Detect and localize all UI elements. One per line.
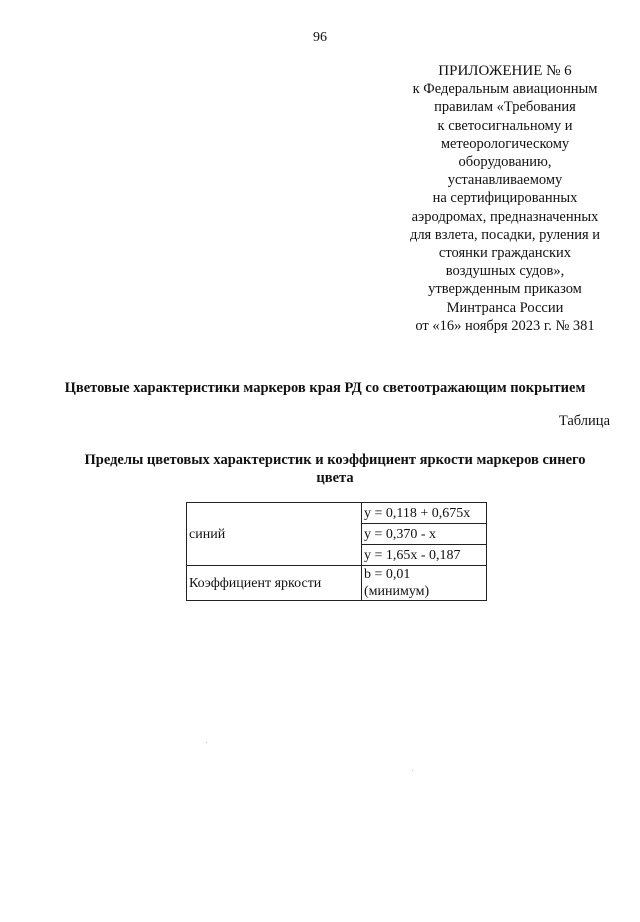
table-title-line: Пределы цветовых характеристик и коэффициент яркости маркеров синего <box>84 452 586 468</box>
appendix-line: на сертифицированных <box>432 190 578 207</box>
appendix-line: от «16» ноября 2023 г. № 381 <box>415 317 595 334</box>
page-number: 96 <box>313 30 327 45</box>
appendix-line: Минтранса России <box>446 299 564 316</box>
scan-speck <box>412 770 413 771</box>
table-title <box>55 451 615 487</box>
appendix-line: устанавливаемому <box>447 172 563 189</box>
color-label-cell: синий <box>187 503 362 566</box>
table-row <box>187 503 487 524</box>
table-row <box>187 566 487 601</box>
appendix-line: метеорологическому <box>440 135 570 152</box>
table-label: Таблица <box>558 413 610 429</box>
equation-cell: y = 1,65x - 0,187 <box>362 545 487 566</box>
appendix-header <box>380 62 630 335</box>
appendix-line: стоянки гражданских <box>438 245 572 262</box>
equation-cell: y = 0,118 + 0,675x <box>362 503 487 524</box>
section-title: Цветовые характеристики маркеров края РД со светоотражающим покрытием <box>64 380 586 396</box>
appendix-line: воздушных судов», <box>445 263 565 280</box>
appendix-title: ПРИЛОЖЕНИЕ № 6 <box>438 63 572 79</box>
appendix-line: для взлета, посадки, руления и <box>409 226 601 243</box>
scan-speck <box>206 742 207 743</box>
appendix-line: аэродромах, предназначенных <box>411 208 599 225</box>
table-title-line: цвета <box>316 470 354 486</box>
brightness-value-cell <box>362 566 487 601</box>
chromaticity-table <box>186 502 487 601</box>
appendix-line: оборудованию, <box>458 154 552 171</box>
equation-cell: y = 0,370 - x <box>362 524 487 545</box>
appendix-line: правилам «Требования <box>434 99 576 116</box>
appendix-line: к светосигнальному и <box>437 117 573 134</box>
brightness-value-line: (минимум) <box>364 584 430 599</box>
brightness-label-cell: Коэффициент яркости <box>187 566 362 601</box>
appendix-line: утвержденным приказом <box>428 281 582 298</box>
appendix-line: к Федеральным авиационным <box>412 81 598 98</box>
brightness-value-line: b = 0,01 <box>364 567 411 582</box>
